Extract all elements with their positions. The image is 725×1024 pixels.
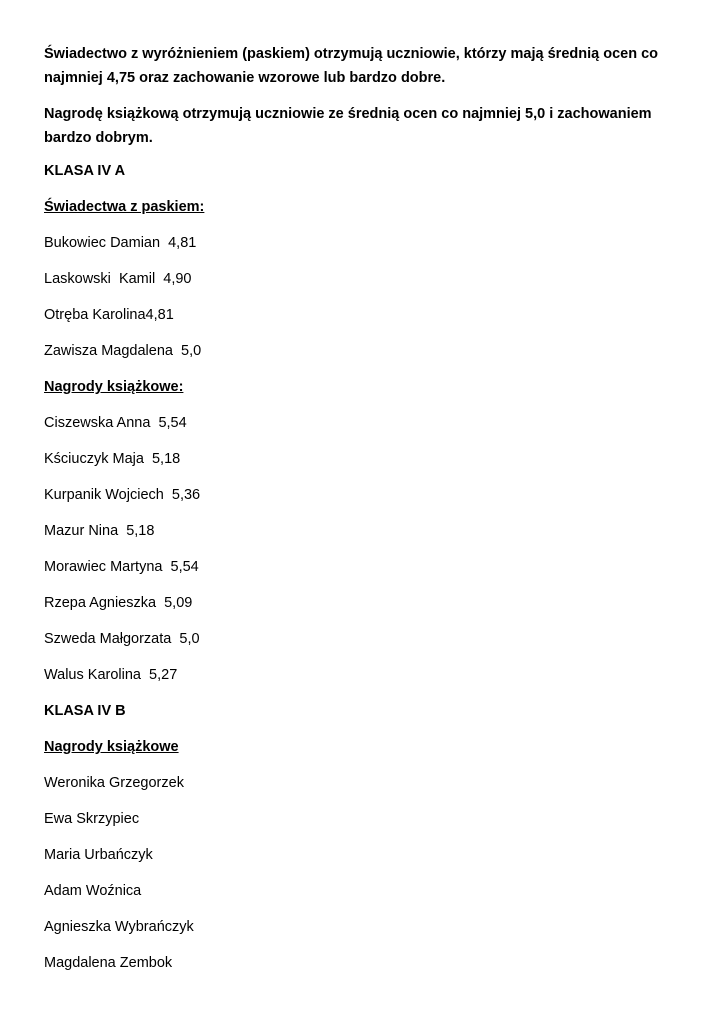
award-student: Ciszewska Anna 5,54	[44, 415, 187, 431]
award-student: Weronika Grzegorzek	[44, 775, 184, 791]
award-student: Magdalena Zembok	[44, 955, 173, 971]
certificate-student: Zawisza Magdalena 5,0	[44, 343, 202, 359]
award-student: Mazur Nina 5,18	[44, 523, 155, 539]
certificate-student: Laskowski Kamil 4,90	[44, 271, 192, 287]
award-student: Adam Woźnica	[44, 883, 142, 899]
certificate-student: Otręba Karolina4,81	[44, 307, 174, 323]
award-student: Morawiec Martyna 5,54	[44, 559, 199, 575]
award-student: Walus Karolina 5,27	[44, 667, 178, 683]
class-4a-certificates-heading: Świadectwa z paskiem:	[44, 199, 205, 215]
class-4b-title: KLASA IV B	[44, 703, 126, 719]
class-4a-title: KLASA IV A	[44, 163, 126, 179]
intro-certificate-rule: Świadectwo z wyróżnieniem (paskiem) otrzymują uczniowie, którzy mają średnią ocen co najmniej 4,75 oraz zachowanie wzorowe lub bardzo dobre.	[44, 46, 659, 86]
class-4a-awards-heading: Nagrody książkowe:	[44, 379, 184, 395]
award-student: Szweda Małgorzata 5,0	[44, 631, 200, 647]
award-student: Kurpanik Wojciech 5,36	[44, 487, 201, 503]
award-student: Maria Urbańczyk	[44, 847, 153, 863]
document-page	[44, 42, 684, 990]
intro-award-rule: Nagrodę książkową otrzymują uczniowie ze średnią ocen co najmniej 5,0 i zachowaniem bardzo dobrym.	[44, 106, 652, 146]
award-student: Rzepa Agnieszka 5,09	[44, 595, 193, 611]
award-student: Ewa Skrzypiec	[44, 811, 140, 827]
award-student: Kściuczyk Maja 5,18	[44, 451, 181, 467]
certificate-student: Bukowiec Damian 4,81	[44, 235, 197, 251]
award-student: Agnieszka Wybrańczyk	[44, 919, 194, 935]
class-4b-awards-heading: Nagrody książkowe	[44, 739, 179, 755]
